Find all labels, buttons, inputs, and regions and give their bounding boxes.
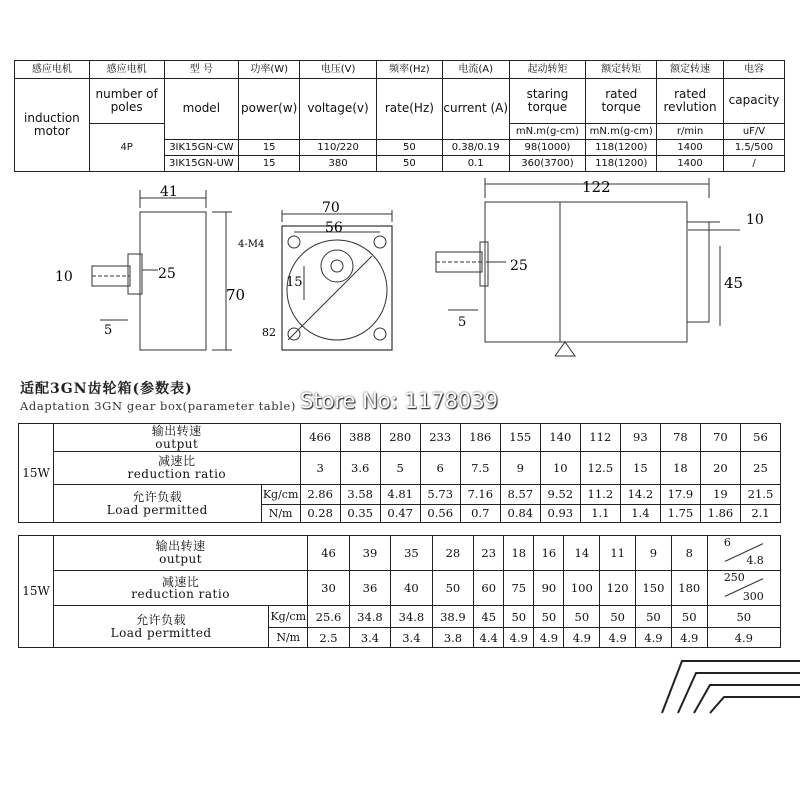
gear-value-cell: 40	[391, 571, 432, 606]
spec-cn-header: 电压(V)	[300, 61, 377, 79]
gear-value-cell: 34.8	[391, 606, 432, 628]
gear-value-cell: 50	[707, 606, 780, 628]
spec-en-header: current (A)	[442, 79, 509, 140]
spec-poles: 4P	[89, 124, 164, 172]
gear-value-cell: 0.7	[460, 505, 500, 523]
dim-70-label: 70	[226, 286, 246, 304]
gear-value-cell: 4.9	[707, 628, 780, 648]
load-kg-row	[19, 485, 781, 505]
spec-cell: 15	[239, 140, 300, 156]
unit-kgcm: Kg/cm	[269, 606, 308, 628]
gear-value-cell: 4.81	[380, 485, 420, 505]
power-cell: 15W	[19, 536, 54, 648]
spec-unit: mN.m(g-cm)	[586, 124, 657, 140]
gear-value-cell: 155	[500, 424, 540, 452]
output-row	[19, 424, 781, 452]
gear-value-cell: 36	[349, 571, 390, 606]
spec-cell: 110/220	[300, 140, 377, 156]
ratio-label: 减速比 reduction ratio	[54, 452, 301, 485]
gear-value-cell: 0.47	[380, 505, 420, 523]
spec-cell: 118(1200)	[586, 140, 657, 156]
store-watermark: Store No: 1178039	[300, 389, 499, 413]
split-bottom-value: 300	[742, 589, 764, 603]
gear-value-cell: 9	[500, 452, 540, 485]
gear-value-cell: 50	[671, 606, 707, 628]
dim-45-label: 45	[724, 274, 744, 292]
dim-25-right-label: 25	[510, 258, 528, 274]
split-top-value: 250	[723, 571, 745, 585]
dim-41-label: 41	[160, 184, 178, 200]
gear-value-cell: 14.2	[620, 485, 660, 505]
spec-en-header: rated torque	[586, 79, 657, 124]
gear-value-cell: 17.9	[660, 485, 700, 505]
spec-en-header: capacity	[724, 79, 785, 124]
gear-value-cell: 16	[534, 536, 564, 571]
spec-en-header: model	[164, 79, 239, 140]
gear-value-cell: 3	[300, 452, 340, 485]
gear-value-cell: 93	[620, 424, 660, 452]
spec-cell: 15	[239, 156, 300, 172]
gear-value-cell: 7.16	[460, 485, 500, 505]
gear-value-cell: 112	[580, 424, 620, 452]
spec-en-header: rate(Hz)	[376, 79, 442, 140]
gear-value-cell: 0.84	[500, 505, 540, 523]
hole-spec-label: 4-M4	[238, 239, 265, 250]
gear-value-split-cell	[707, 571, 780, 606]
spec-en-header: induction motor	[15, 79, 90, 172]
gear-value-cell: 0.93	[540, 505, 580, 523]
spec-cell: 118(1200)	[586, 156, 657, 172]
load-kg-row	[19, 606, 781, 628]
unit-kgcm: Kg/cm	[261, 485, 300, 505]
power-cell: 15W	[19, 424, 54, 523]
spec-cn-header: 额定转速	[657, 61, 724, 79]
spec-cell: 50	[376, 140, 442, 156]
gear-value-cell: 4.9	[504, 628, 534, 648]
gear-value-cell: 5	[380, 452, 420, 485]
split-bottom-value: 4.8	[746, 554, 764, 568]
gear-value-cell: 2.1	[740, 505, 780, 523]
spec-cell: 98(1000)	[509, 140, 586, 156]
gear-value-cell: 4.9	[564, 628, 600, 648]
gear-value-cell: 4.9	[636, 628, 672, 648]
spec-en-header-row	[15, 79, 785, 124]
gear-table-title-cn: 适配3GN齿轮箱(参数表)	[20, 381, 193, 397]
gear-value-cell: 15	[620, 452, 660, 485]
gear-value-cell: 19	[700, 485, 740, 505]
spec-cell: 0.38/0.19	[442, 140, 509, 156]
gear-value-cell: 39	[349, 536, 390, 571]
spec-unit: mN.m(g-cm)	[509, 124, 586, 140]
gear-value-cell: 3.4	[349, 628, 390, 648]
gear-value-cell: 50	[636, 606, 672, 628]
gear-value-cell: 25	[740, 452, 780, 485]
spec-unit: uF/V	[724, 124, 785, 140]
dim-70-top-label: 70	[322, 200, 340, 216]
load-label: 允许负载 Load permitted	[54, 606, 269, 648]
gear-value-cell: 4.4	[474, 628, 504, 648]
gear-value-cell: 1.86	[700, 505, 740, 523]
gear-value-cell: 50	[504, 606, 534, 628]
gear-value-cell: 50	[564, 606, 600, 628]
gear-value-cell: 3.4	[391, 628, 432, 648]
gear-value-cell: 46	[308, 536, 349, 571]
gear-table-1	[18, 423, 781, 523]
gear-value-cell: 2.86	[300, 485, 340, 505]
spec-cn-header: 型 号	[164, 61, 239, 79]
gear-table-title-en: Adaptation 3GN gear box(parameter table)	[20, 399, 296, 413]
gear-value-cell: 4.9	[671, 628, 707, 648]
gear-value-cell: 23	[474, 536, 504, 571]
gear-value-cell: 3.8	[432, 628, 473, 648]
spec-cell: 1400	[657, 140, 724, 156]
spec-cell: 360(3700)	[509, 156, 586, 172]
gear-table-2	[18, 535, 781, 648]
gear-value-cell: 50	[534, 606, 564, 628]
gear-value-cell: 50	[432, 571, 473, 606]
ratio-row	[19, 571, 781, 606]
gear-value-cell: 3.6	[340, 452, 380, 485]
gear-value-cell: 45	[474, 606, 504, 628]
gear-value-cell: 21.5	[740, 485, 780, 505]
gear-value-cell: 180	[671, 571, 707, 606]
gear-value-cell: 34.8	[349, 606, 390, 628]
gear-value-cell: 120	[600, 571, 636, 606]
gear-value-cell: 6	[420, 452, 460, 485]
gear-value-cell: 35	[391, 536, 432, 571]
output-row	[19, 536, 781, 571]
dim-15-label: 15	[286, 275, 303, 290]
gear-value-cell: 3.58	[340, 485, 380, 505]
spec-cell: /	[724, 156, 785, 172]
dimension-drawing	[0, 170, 800, 370]
gear-value-cell: 38.9	[432, 606, 473, 628]
spec-cn-header: 感应电机	[15, 61, 90, 79]
load-label: 允许负载 Load permitted	[54, 485, 262, 523]
output-label: 输出转速 output	[54, 536, 308, 571]
spec-unit: r/min	[657, 124, 724, 140]
spec-en-header: power(w)	[239, 79, 300, 140]
spec-en-header: voltage(v)	[300, 79, 377, 140]
gear-value-cell: 10	[540, 452, 580, 485]
decorative-step-lines	[660, 655, 800, 715]
ratio-row	[19, 452, 781, 485]
gear-value-cell: 20	[700, 452, 740, 485]
gear-value-cell: 4.9	[600, 628, 636, 648]
spec-cell: 1.5/500	[724, 140, 785, 156]
spec-cell: 380	[300, 156, 377, 172]
gear-value-cell: 388	[340, 424, 380, 452]
gear-value-cell: 11	[600, 536, 636, 571]
gear-value-cell: 8.57	[500, 485, 540, 505]
spec-cn-header: 额定转矩	[586, 61, 657, 79]
spec-cell: 3IK15GN-UW	[164, 156, 239, 172]
gear-value-cell: 0.28	[300, 505, 340, 523]
gear-value-cell: 140	[540, 424, 580, 452]
gear-value-cell: 8	[671, 536, 707, 571]
spec-en-header: rated revlution	[657, 79, 724, 124]
gear-value-cell: 12.5	[580, 452, 620, 485]
gear-value-split-cell	[707, 536, 780, 571]
gear-value-cell: 186	[460, 424, 500, 452]
dim-10-label: 10	[55, 269, 73, 285]
gear-value-cell: 1.1	[580, 505, 620, 523]
spec-cn-header: 起动转矩	[509, 61, 586, 79]
spec-cn-header-row	[15, 61, 785, 79]
dim-5-label: 5	[104, 323, 113, 338]
gear-value-cell: 5.73	[420, 485, 460, 505]
spec-cell: 0.1	[442, 156, 509, 172]
gear-value-cell: 50	[600, 606, 636, 628]
unit-nm: N/m	[269, 628, 308, 648]
gear-value-cell: 4.9	[534, 628, 564, 648]
gear-value-cell: 9.52	[540, 485, 580, 505]
spec-cell: 50	[376, 156, 442, 172]
dim-122-label: 122	[582, 178, 611, 196]
gear-value-cell: 0.35	[340, 505, 380, 523]
gear-value-cell: 0.56	[420, 505, 460, 523]
gear-value-cell: 466	[300, 424, 340, 452]
spec-en-header: staring torque	[509, 79, 586, 124]
spec-cn-header: 电容	[724, 61, 785, 79]
dim-82-label: 82	[262, 326, 276, 339]
spec-cn-header: 频率(Hz)	[376, 61, 442, 79]
gear-value-cell: 18	[660, 452, 700, 485]
spec-en-header: number of poles	[89, 79, 164, 124]
gear-value-cell: 70	[700, 424, 740, 452]
spec-cn-header: 电流(A)	[442, 61, 509, 79]
gear-value-cell: 25.6	[308, 606, 349, 628]
motor-side-drawing	[436, 178, 740, 356]
gear-value-cell: 30	[308, 571, 349, 606]
gear-value-cell: 56	[740, 424, 780, 452]
gear-value-cell: 100	[564, 571, 600, 606]
dim-10-right-label: 10	[746, 212, 764, 228]
spec-cn-header: 功率(W)	[239, 61, 300, 79]
gear-value-cell: 233	[420, 424, 460, 452]
spec-cn-header: 感应电机	[89, 61, 164, 79]
dim-5-right-label: 5	[458, 315, 467, 330]
gear-value-cell: 14	[564, 536, 600, 571]
gear-value-cell: 11.2	[580, 485, 620, 505]
spec-cell: 1400	[657, 156, 724, 172]
gear-value-cell: 150	[636, 571, 672, 606]
dim-25-label: 25	[158, 266, 176, 282]
gear-value-cell: 1.75	[660, 505, 700, 523]
ratio-label: 减速比 reduction ratio	[54, 571, 308, 606]
motor-spec-table	[14, 60, 785, 172]
split-top-value: 6	[723, 536, 731, 549]
gear-value-cell: 1.4	[620, 505, 660, 523]
gear-value-cell: 18	[504, 536, 534, 571]
gear-value-cell: 90	[534, 571, 564, 606]
gear-value-cell: 7.5	[460, 452, 500, 485]
unit-nm: N/m	[261, 505, 300, 523]
gear-value-cell: 75	[504, 571, 534, 606]
gear-value-cell: 28	[432, 536, 473, 571]
spec-cell: 3IK15GN-CW	[164, 140, 239, 156]
gear-value-cell: 280	[380, 424, 420, 452]
gear-value-cell: 9	[636, 536, 672, 571]
gear-value-cell: 78	[660, 424, 700, 452]
gear-value-cell: 2.5	[308, 628, 349, 648]
dim-56-label: 56	[325, 220, 343, 236]
gear-value-cell: 60	[474, 571, 504, 606]
output-label: 输出转速 output	[54, 424, 301, 452]
